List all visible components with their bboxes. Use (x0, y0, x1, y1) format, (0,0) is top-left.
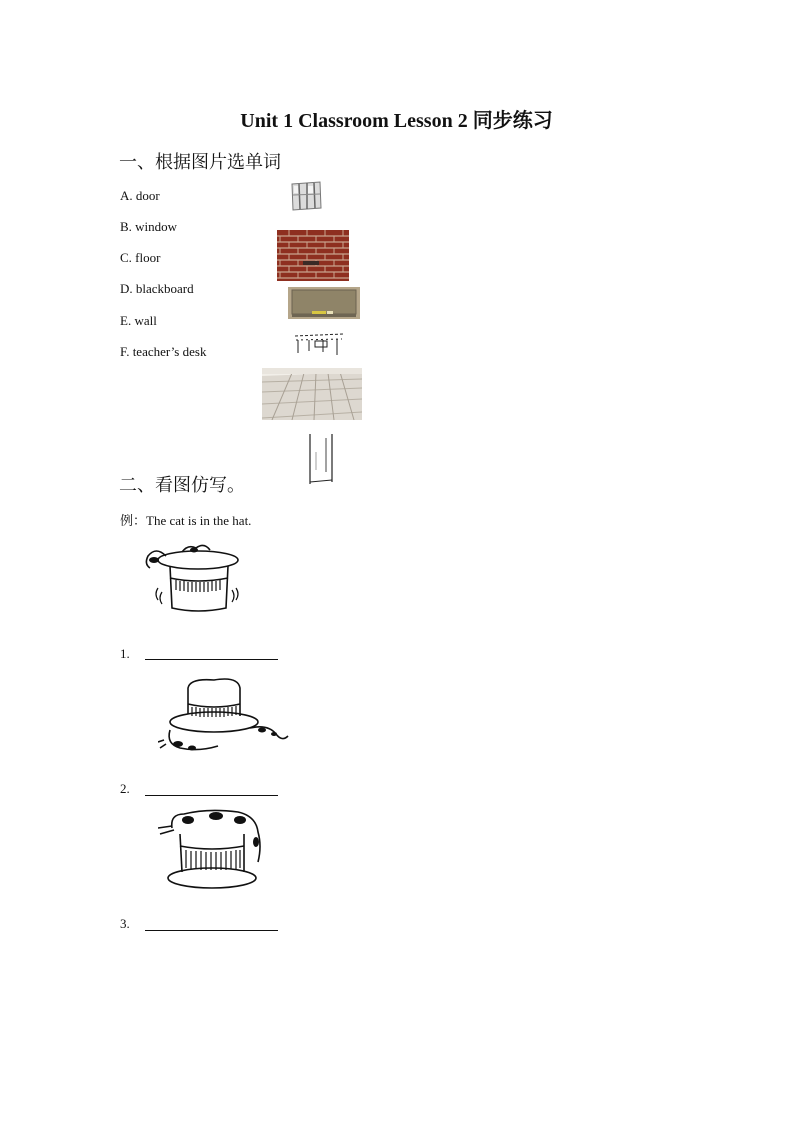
option-a: A. door (120, 188, 160, 203)
option-c: C. floor (120, 250, 161, 265)
question-3-answer-line[interactable] (145, 930, 278, 931)
section-1-heading: 一、根据图片选单词 (119, 152, 281, 172)
example-label: 例： (120, 513, 147, 528)
question-3-number: 3. (120, 916, 130, 931)
page-title: Unit 1 Classroom Lesson 2 同步练习 (240, 110, 553, 132)
example-sentence (120, 510, 251, 529)
floor-picture (262, 368, 362, 420)
cat-on-hat-picture (158, 806, 270, 896)
cat-under-hat-picture (158, 674, 290, 762)
example-text: The cat is in the hat. (146, 513, 252, 528)
option-f: F. teacher’s desk (120, 344, 207, 359)
option-b: B. window (120, 219, 178, 234)
option-d: D. blackboard (120, 281, 194, 296)
cat-in-hat-picture (136, 538, 246, 616)
wall-picture (277, 230, 349, 281)
question-2-number: 2. (120, 781, 130, 796)
question-2-answer-line[interactable] (145, 795, 278, 796)
door-picture (306, 432, 336, 486)
teachers-desk-picture (293, 329, 345, 357)
section-2-heading: 二、看图仿写。 (119, 475, 245, 495)
option-e: E. wall (120, 313, 157, 328)
question-1-answer-line[interactable] (145, 659, 278, 660)
window-picture (288, 180, 324, 212)
question-1-number: 1. (120, 646, 130, 661)
blackboard-picture (288, 287, 360, 319)
